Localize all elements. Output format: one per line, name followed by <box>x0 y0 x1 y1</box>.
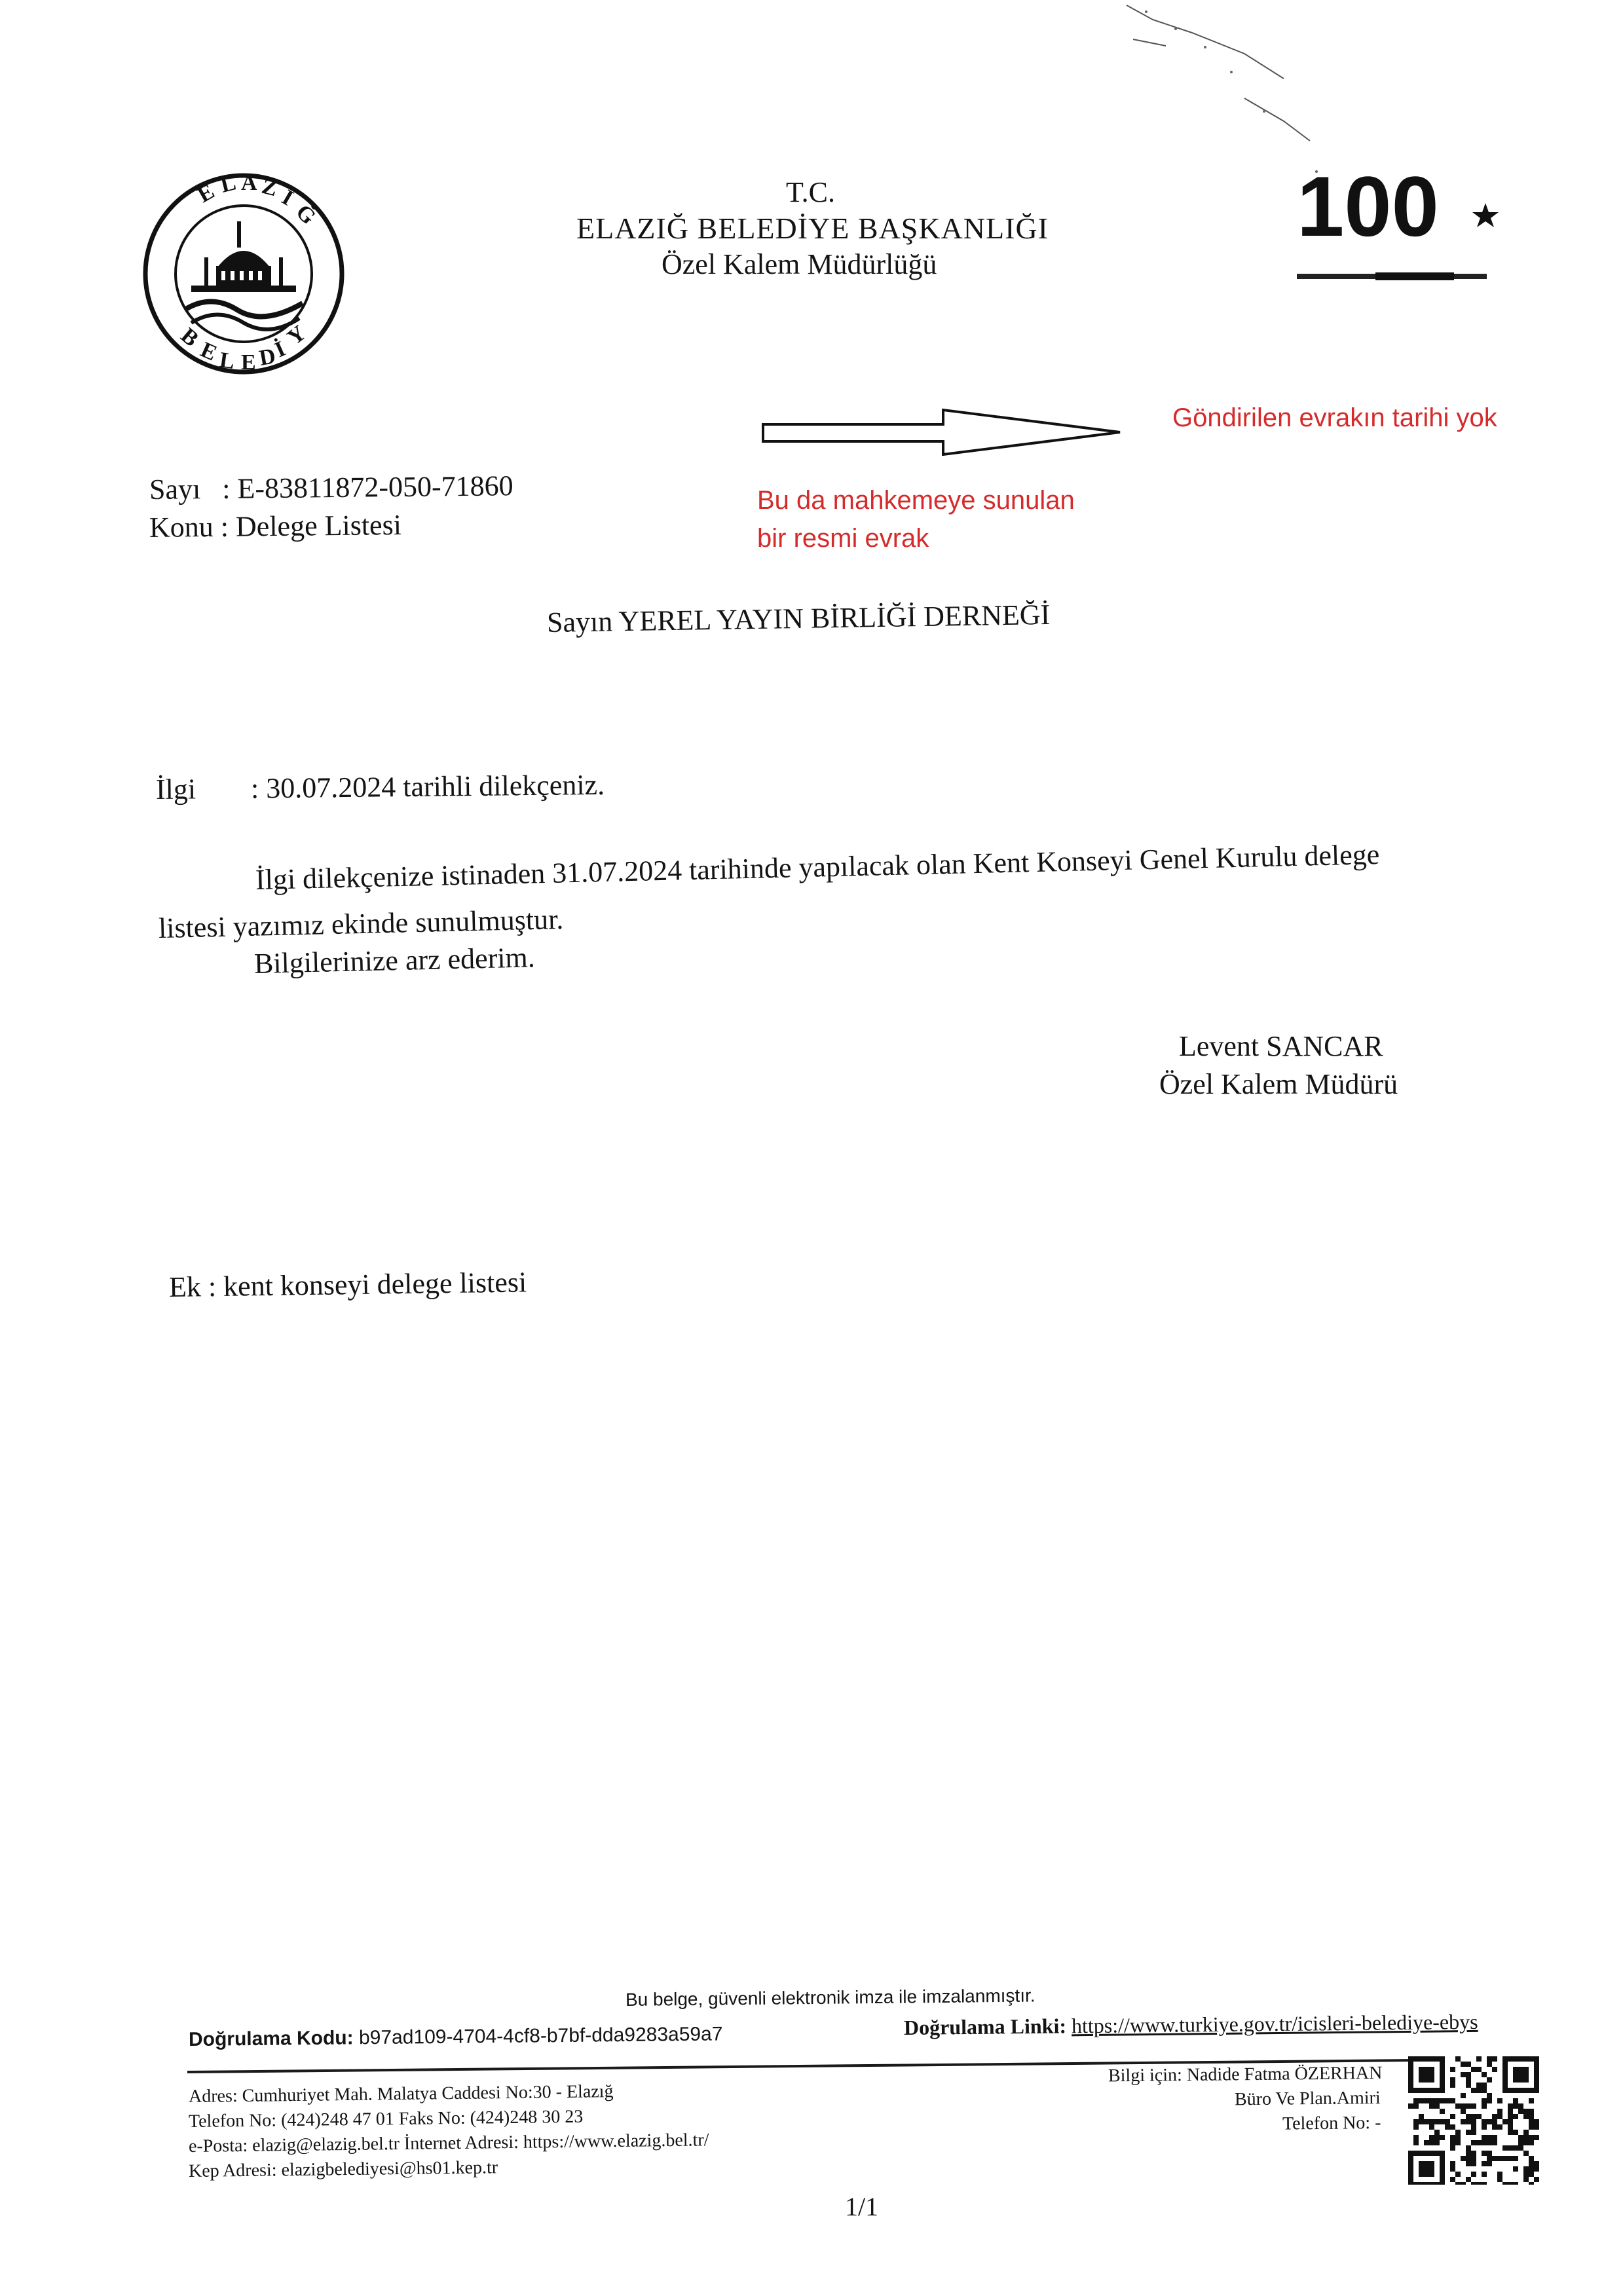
footer-phone: Telefon No: (424)248 47 01 Faks No: (424)248 30 23 <box>188 2106 584 2132</box>
ilgi-value: : 30.07.2024 tarihli dilekçeniz. <box>250 768 605 805</box>
municipality-seal-logo <box>139 169 348 379</box>
recipient: Sayın YEREL YAYIN BİRLİĞİ DERNEĞİ <box>546 598 1051 639</box>
body-line-3: Bilgilerinize arz ederim. <box>253 941 536 980</box>
attachment-note: Ek : kent konseyi delege listesi <box>168 1266 527 1303</box>
svg-text:Z: Z <box>259 174 280 202</box>
header-tc: T.C. <box>786 176 835 208</box>
verification-code-value: b97ad109-4704-4cf8-b7bf-dda9283a59a7 <box>358 2023 723 2049</box>
svg-text:E: E <box>193 179 219 208</box>
reference-number: Sayı : E-83811872-050-71860 <box>149 470 513 506</box>
svg-text:D: D <box>257 344 278 371</box>
footer-info-contact: Bilgi için: Nadide Fatma ÖZERHAN <box>1108 2063 1383 2086</box>
svg-text:Y: Y <box>283 321 311 350</box>
annotation-court-note-line1: Bu da mahkemeye sunulan <box>757 486 1075 515</box>
logo-100-text: 100 <box>1297 164 1439 254</box>
verification-link <box>904 2010 1478 2040</box>
annotation-date-note: Göndirilen evrakın tarihi yok <box>1172 403 1497 432</box>
reference-subject: Konu : Delege Listesi <box>149 508 402 544</box>
svg-text:L: L <box>217 348 236 375</box>
verification-code-label: Doğrulama Kodu: <box>188 2027 354 2050</box>
footer-info-unit: Büro Ve Plan.Amiri <box>1235 2088 1381 2110</box>
verification-link-url[interactable]: https://www.turkiye.gov.tr/icisleri-belediye-ebys <box>1071 2009 1478 2038</box>
footer-kep: Kep Adresi: elazigbelediyesi@hs01.kep.tr <box>188 2157 498 2181</box>
svg-text:Ğ: Ğ <box>291 200 321 230</box>
svg-text:I: I <box>278 185 297 211</box>
body-line-2: listesi yazımız ekinde sunulmuştur. <box>158 902 564 944</box>
page-number: 1/1 <box>845 2192 879 2221</box>
body-line-1: İlgi dilekçenize istinaden 31.07.2024 tarihinde yapılacak olan Kent Konseyi Genel Kurulu delege <box>255 838 1380 896</box>
svg-text:E: E <box>196 337 221 366</box>
footer-info-phone: Telefon No: - <box>1282 2113 1381 2134</box>
verification-link-label: Doğrulama Linki: <box>903 2014 1067 2039</box>
signatory-name: Levent SANCAR <box>1179 1030 1383 1062</box>
ilgi-label: İlgi <box>155 773 196 805</box>
header-department: Özel Kalem Müdürlüğü <box>662 248 937 280</box>
svg-text:İ: İ <box>271 337 289 363</box>
verification-qr-code <box>1408 2056 1539 2185</box>
svg-text:A: A <box>241 171 257 195</box>
header-organization: ELAZIĞ BELEDİYE BAŞKANLIĞI <box>576 212 1049 245</box>
signatory-title: Özel Kalem Müdürü <box>1159 1068 1398 1100</box>
verification-code <box>189 2023 723 2051</box>
footer-address: Adres: Cumhuriyet Mah. Malatya Caddesi No:30 - Elazığ <box>188 2081 614 2107</box>
esignature-note: Bu belge, güvenli elektronik imza ile imzalanmıştır. <box>625 1985 1035 2010</box>
annotation-court-note-line2: bir resmi evrak <box>757 524 929 553</box>
svg-text:L: L <box>217 170 238 198</box>
svg-text:E: E <box>241 350 256 375</box>
svg-text:B: B <box>176 323 204 352</box>
footer-email-web: e-Posta: elazig@elazig.bel.tr İnternet Adresi: https://www.elazig.bel.tr/ <box>188 2130 709 2157</box>
annotation-arrow <box>760 405 1127 470</box>
ilgi-line <box>156 768 605 806</box>
centennial-100-logo <box>1297 164 1520 295</box>
